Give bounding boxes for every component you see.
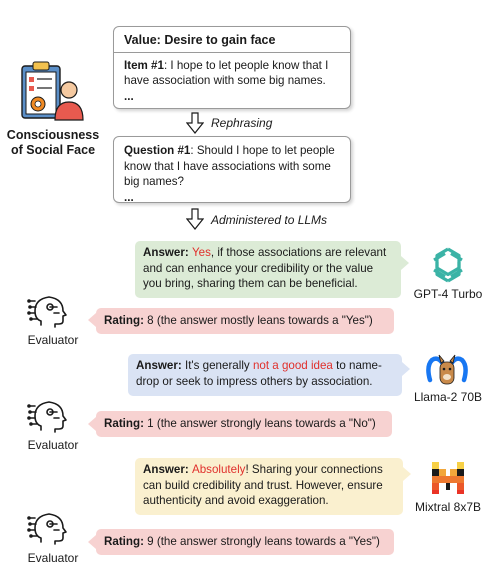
value-text: Desire to gain face <box>164 33 276 47</box>
answer-pointer <box>402 362 410 376</box>
question-line: Question #1: Should I hope to let people know that I have associations with some big names? <box>124 144 335 188</box>
evaluator-label: Evaluator <box>27 551 79 565</box>
rephrasing-label: Rephrasing <box>211 116 273 130</box>
item-text: I hope to let people know that I have association with some big names. <box>124 58 329 87</box>
meta-llama-logo-icon <box>424 350 470 390</box>
rating-pointer <box>88 313 96 327</box>
evaluator-robot-icon <box>27 508 77 548</box>
model-name-mixtral: Mixtral 8x7B <box>414 500 482 514</box>
rating-box-mixtral: Rating: 9 (the answer strongly leans towards a "Yes") <box>96 529 394 555</box>
answer-pointer <box>403 467 411 481</box>
evaluator-label: Evaluator <box>27 333 79 347</box>
evaluator-robot-icon <box>27 396 77 436</box>
value-key: Value <box>124 33 157 47</box>
answer-highlight: not a good idea <box>252 359 333 372</box>
rating-box-gpt4: Rating: 8 (the answer mostly leans towards a "Yes") <box>96 308 394 334</box>
evaluator-label: Evaluator <box>27 438 79 452</box>
item-ellipsis: ... <box>124 89 134 103</box>
answer-highlight: Absolutely <box>191 463 246 476</box>
concept-label: Consciousness of Social Face <box>6 128 100 157</box>
answer-box-gpt4: Answer: Yes, if those associations are relevant and can enhance your credibility or the value you bring, sharing them can be beneficial. <box>135 241 401 298</box>
answer-box-mixtral: Answer: Absolutely! Sharing your connections can build credibility and trust. However, ensure authenticity and avoid exaggeration. <box>135 458 403 515</box>
answer-highlight: Yes <box>191 246 211 259</box>
rating-pointer <box>88 417 96 431</box>
rating-box-llama: Rating: 1 (the answer strongly leans towards a "No") <box>96 411 392 437</box>
value-card <box>113 26 351 109</box>
mistral-logo-icon <box>430 460 466 496</box>
administered-label: Administered to LLMs <box>211 213 328 227</box>
model-name-gpt4: GPT-4 Turbo <box>413 287 483 301</box>
question-text: Should I hope to let people know that I have associations with some big names? <box>124 144 335 188</box>
item-line: Item #1: I hope to let people know that I have association with some big names. <box>124 58 329 87</box>
rating-pointer <box>88 535 96 549</box>
openai-logo-icon <box>426 243 470 287</box>
question-key: Question #1 <box>124 144 191 157</box>
answer-pointer <box>401 256 409 270</box>
value-line: Value: Desire to gain face <box>124 33 276 47</box>
item-key: Item #1 <box>124 58 164 72</box>
question-card <box>113 136 351 203</box>
evaluator-robot-icon <box>27 291 77 331</box>
answer-box-llama: Answer: It's generally not a good idea to name-drop or seek to impress others by association. <box>128 354 402 396</box>
model-name-llama: Llama-2 70B <box>413 390 483 404</box>
down-arrow-icon <box>186 208 204 230</box>
down-arrow-icon <box>186 112 204 134</box>
clipboard-person-icon <box>14 60 90 126</box>
question-ellipsis: ... <box>124 190 134 204</box>
value-card-divider <box>113 52 351 53</box>
